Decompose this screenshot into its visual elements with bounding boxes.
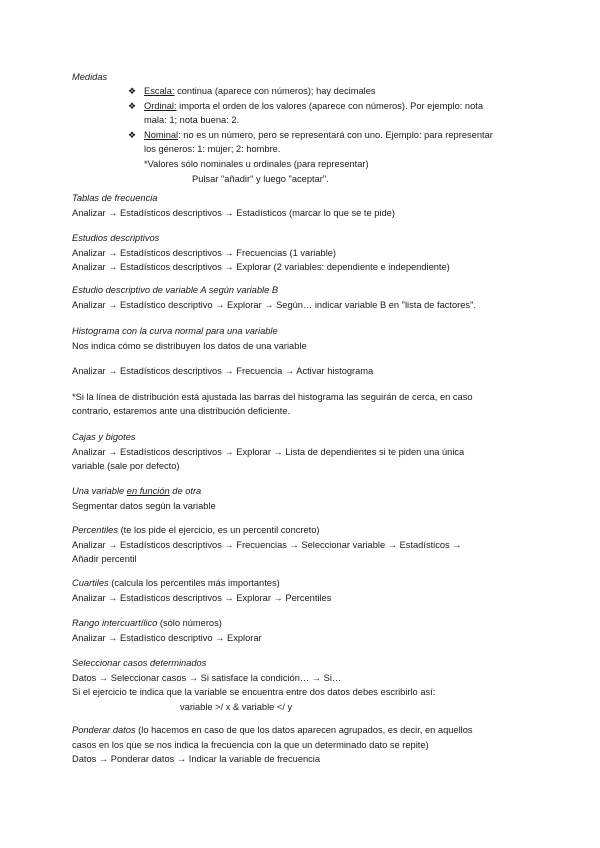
section-title: Histograma con la curva normal para una variable: [72, 326, 278, 336]
diamond-bullet-icon: ❖: [128, 129, 137, 140]
section-title: Cajas y bigotes: [72, 432, 136, 442]
section-title: Una variable en función de otra: [72, 486, 202, 496]
section-percentiles: [72, 523, 542, 567]
definition-cont: los géneros: 1: mujer; 2: hombre.: [144, 144, 281, 155]
menu-path: Analizar → Estadísticos descriptivos → Frecuencias → Seleccionar variable → Estadísticos →: [72, 539, 462, 550]
menu-path: Analizar → Estadístico descriptivo → Explorar → Según… indicar variable B en "lista de factores".: [72, 299, 476, 310]
menu-path: Analizar → Estadísticos descriptivos → Explorar → Percentiles: [72, 592, 332, 603]
section-rango-intercuartilico: [72, 616, 542, 645]
description: Nos indica cómo se distribuyen los datos de una variable: [72, 340, 307, 351]
section-histograma: [72, 324, 542, 419]
note: *Valores sólo nominales u ordinales (para representar): [144, 158, 369, 169]
section-ponderar-datos: [72, 723, 542, 767]
formula: variable >/ x & variable </ y: [180, 701, 293, 712]
diamond-bullet-icon: ❖: [128, 86, 137, 96]
menu-path: Analizar → Estadísticos descriptivos → Frecuencia → Activar histograma: [72, 366, 374, 377]
term: Nominal: [144, 129, 179, 140]
section-title: Seleccionar casos determinados: [72, 658, 207, 668]
definition-cont: mala: 1; nota buena: 2.: [144, 115, 240, 126]
menu-path: variable (sale por defecto): [72, 461, 180, 472]
section-estudios-descriptivos: [72, 231, 542, 275]
section-variable-funcion: [72, 484, 542, 513]
section-title: Percentiles (te los pide el ejercicio, es un percentil concreto): [72, 525, 320, 535]
measures-list: [128, 84, 548, 186]
menu-path: Analizar → Estadísticos descriptivos → Explorar (2 variables: dependiente e independiente): [72, 262, 450, 273]
section-estudio-variable: [72, 283, 542, 312]
definition: importa el orden de los valores (aparece con números). Por ejemplo: nota: [176, 100, 484, 111]
section-medidas: [72, 70, 542, 85]
menu-path: Analizar → Estadísticos descriptivos → Estadísticos (marcar lo que se te pide): [72, 207, 395, 218]
term: Ordinal:: [144, 100, 177, 111]
diamond-bullet-icon: ❖: [128, 100, 137, 111]
term: Escala:: [144, 86, 175, 96]
section-cajas-bigotes: [72, 430, 542, 474]
list-item: [128, 128, 548, 157]
definition: : no es un número, pero se representará con uno. Ejemplo: para representar: [178, 129, 493, 140]
menu-path: Añadir percentil: [72, 554, 137, 565]
description: casos en los que se nos indica la frecuencia con la que un determinado dato se repite): [72, 739, 429, 750]
note-instruction: Pulsar "añadir" y luego "aceptar".: [192, 173, 329, 184]
section-cuartiles: [72, 576, 542, 605]
section-title: Rango intercuartílico (sólo números): [72, 618, 222, 628]
section-title: Tablas de frecuencia: [72, 193, 158, 203]
note: contrario, estaremos ante una distribución deficiente.: [72, 406, 291, 417]
section-seleccionar-casos: [72, 656, 542, 714]
list-item: [128, 84, 548, 99]
menu-path: Analizar → Estadísticos descriptivos → Explorar → Lista de dependientes si te piden una única: [72, 446, 465, 457]
description: Si el ejercicio te indica que la variable se encuentra entre dos datos debes escribirlo así:: [72, 687, 436, 698]
menu-path: Datos → Ponderar datos → Indicar la variable de frecuencia: [72, 754, 321, 765]
section-title: Ponderar datos (lo hacemos en caso de que los datos aparecen agrupados, es decir, en aquellos: [72, 725, 473, 735]
section-title: Cuartiles (calcula los percentiles más importantes): [72, 578, 280, 588]
section-tablas-frecuencia: [72, 191, 542, 220]
list-item: [128, 99, 548, 128]
note: *Si la línea de distribución está ajustada las barras del histograma las seguirán de cerca, en caso: [72, 391, 473, 402]
menu-path: Analizar → Estadístico descriptivo → Explorar: [72, 632, 262, 643]
menu-path: Segmentar datos según la variable: [72, 500, 216, 511]
section-title: Estudios descriptivos: [72, 233, 160, 243]
definition: continua (aparece con números); hay decimales: [174, 86, 376, 96]
menu-path: Datos → Seleccionar casos → Si satisface la condición… → Si…: [72, 672, 342, 683]
menu-path: Analizar → Estadísticos descriptivos → Frecuencias (1 variable): [72, 247, 337, 258]
section-title: Medidas: [72, 72, 108, 82]
section-title: Estudio descriptivo de variable A según variable B: [72, 285, 279, 295]
